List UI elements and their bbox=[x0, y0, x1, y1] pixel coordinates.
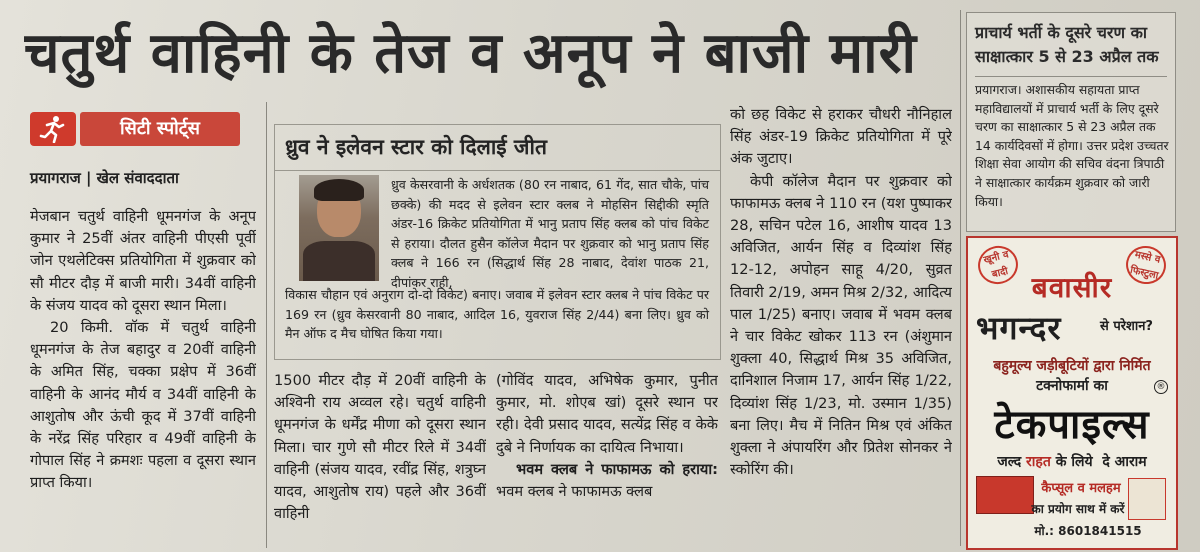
paragraph: भवम क्लब ने फाफामऊ क्लब bbox=[496, 483, 653, 501]
side-story-title: प्राचार्य भर्ती के दूसरे चरण का साक्षात्कार 5 से 23 अप्रैल तक bbox=[975, 23, 1159, 66]
ad-line-2: भगन्दर bbox=[976, 309, 1062, 347]
ad-line-5 bbox=[976, 452, 1168, 471]
ad-line-5d: दे आराम bbox=[1102, 454, 1147, 470]
ad-tag-right: मस्से व फिस्टुला bbox=[1122, 242, 1169, 287]
dhruv-story-box bbox=[274, 124, 721, 360]
section-badge-label: सिटी स्पोर्ट्स bbox=[80, 112, 240, 146]
ad-tag-left: खूनी व बादी bbox=[974, 242, 1022, 289]
story-column-3 bbox=[496, 370, 718, 546]
dhruv-story-tail: विकास चौहान एवं अनुराग दो-दो विकेट) बनाए। जवाब में इलेवन स्टार क्लब ने पांच विकेट पर 169 रन (ध्रुव केसरवानी 80 नाबाद, आदिल 16, युवराज सिंह 2/44) बना लिए। ध्रुव को मैन ऑफ द मैच घोषित किया गया। bbox=[285, 287, 709, 342]
paragraph: मेजबान चतुर्थ वाहिनी धूमनगंज के अनूप कुमार ने 25वीं अंतर वाहिनी पीएसी पूर्वी जोन एथलेटिक्स प्रतियोगिता में शुक्रवार को सौ मीटर दौड़ में बाजी मारी। 34वीं वाहिनी के संजय यादव को दूसरा स्थान मिला। bbox=[30, 208, 256, 314]
ad-line-2b: से परेशान? bbox=[1100, 319, 1153, 334]
registered-mark-icon: ® bbox=[1154, 380, 1168, 394]
story-column-2 bbox=[274, 370, 486, 546]
dhruv-story-body: ध्रुव केसरवानी के अर्धशतक (80 रन नाबाद, 61 गेंद, सात चौके, पांच छक्के) की मदद से इलेवन स्टार क्लब ने मोहसिन सिद्दीकी स्मृति अंडर-16 क्रिकेट प्रतियोगिता में भानु प्रताप सिंह क्लब को पांच विकेट से हराया। दौलत हुसैन कॉलेज मैदान पर शुक्रवार को भानु प्रताप सिंह क्लब ने 166 रन (सिद्धार्थ सिंह 28 नाबाद, देवांश पाठक 21, दीपांकर राही, bbox=[391, 177, 709, 290]
advertisement bbox=[966, 236, 1178, 550]
section-badge bbox=[30, 106, 260, 152]
column-divider bbox=[266, 102, 267, 548]
ad-line-5c: के लिये bbox=[1055, 454, 1093, 470]
side-story-body: प्रयागराज। अशासकीय सहायता प्राप्त महाविद्यालयों में प्राचार्य भर्ती के लिए दूसरे चरण का साक्षात्कार 5 से 23 अप्रैल तक 14 कार्यदिवसों में होगा। उत्तर प्रदेश उच्चतर शिक्षा सेवा आयोग की सचिव वंदना त्रिपाठी ने साक्षात्कार कार्यक्रम शुक्रवार को जारी किया। bbox=[975, 82, 1169, 209]
paragraph: (गोविंद यादव, अभिषेक कुमार, पुनीत कुमार, मो. शोएब खां) दूसरे स्थान पर रही। देवी प्रसाद यादव, सत्येंद्र सिंह व केके दुबे ने निर्णायक का दायित्व निभाया। bbox=[496, 372, 718, 456]
player-photo bbox=[299, 175, 379, 281]
ad-phone: मो.: 8601841515 bbox=[1034, 524, 1142, 538]
dhruv-story-title: ध्रुव ने इलेवन स्टार को दिलाई जीत bbox=[285, 135, 547, 159]
ad-brand: टेकपाइल्स bbox=[994, 402, 1150, 448]
ad-line-6: कैप्सूल व मलहम bbox=[1041, 481, 1121, 496]
ad-line-5a: जल्द bbox=[997, 454, 1022, 470]
side-story-box bbox=[966, 12, 1176, 232]
column-divider bbox=[960, 10, 961, 546]
story-column-1 bbox=[30, 206, 256, 546]
ad-line-4: टक्नोफार्मा का bbox=[1036, 378, 1108, 394]
paragraph: को छह विकेट से हराकर चौधरी नौनिहाल सिंह अंडर-19 क्रिकेट प्रतियोगिता में पूरे अंक जुटाए। bbox=[730, 106, 952, 168]
ad-line-5b: राहत bbox=[1026, 454, 1051, 470]
photo-shirt bbox=[303, 241, 375, 281]
divider bbox=[275, 170, 720, 171]
paragraph: केपी कॉलेज मैदान पर शुक्रवार को फाफामऊ क्लब ने 110 रन (यश पुष्पाकर 28, सचिन पटेल 16, आशीष यादव 13 अविजित, आर्यन सिंह व दिव्यांश सिंह 12-12, अपोहन साहू 4/20, सुव्रत तिवारी 2/19, अमन मिश्र 2/32, आदित्य पाल 1/25) बनाए। जवाब में भवम क्लब ने चार विकेट खोकर 113 रन (अंशुमान शुक्ला 40, सिद्धार्थ मिश्र 35 अविजित, दानिशाल निजाम 17, आर्यन सिंह 1/22, दिव्यांश सिंह 1/23, मो. उस्मान 1/35) बना लिए। मैच में नितिन मिश्र एवं अंकित शुक्ला ने अंपायरिंग और प्रितेश सोनकर ने स्कोरिंग की। bbox=[730, 172, 952, 479]
paragraph: 20 किमी. वॉक में चतुर्थ वाहिनी धूमनगंज के तेज बहादुर व 20वीं वाहिनी के अमित सिंह, चक्का प्रक्षेप में 36वीं वाहिनी के आनंद मौर्य व 34वीं वाहिनी के आशुतोष और ऊंची कूद में 37वीं वाहिनी के नरेंद्र सिंह परिहार व 49वीं वाहिनी के गोपाल सिंह ने क्रमशः पहला व दूसरा स्थान प्राप्त किया। bbox=[30, 319, 256, 492]
main-headline: चतुर्थ वाहिनी के तेज व अनूप ने बाजी मारी bbox=[24, 21, 918, 86]
ad-line-7: का प्रयोग साथ में करें bbox=[1031, 502, 1125, 516]
runner-icon bbox=[30, 112, 76, 146]
byline: प्रयागराज | खेल संवाददाता bbox=[30, 169, 179, 187]
story-column-4 bbox=[730, 104, 952, 546]
paragraph: 1500 मीटर दौड़ में 20वीं वाहिनी के अश्विनी राय अव्वल रहे। चतुर्थ वाहिनी धूमनगंज के धर्मेंद्र मीणा को दूसरा स्थान मिला। चार गुणे सौ मीटर रिले में 34वीं वाहिनी (संजय यादव, रवींद्र सिंह, शत्रुघ्न यादव, आशुतोष राय) पहले और 36वीं वाहिनी bbox=[274, 372, 486, 523]
ad-line-1: बवासीर bbox=[1031, 271, 1113, 304]
ad-line-3: बहुमूल्य जड़ीबूटियों द्वारा निर्मित bbox=[993, 358, 1151, 374]
subhead: भवम क्लब ने फाफामऊ को हराया: bbox=[516, 460, 718, 478]
divider bbox=[975, 76, 1167, 77]
photo-hair bbox=[314, 179, 364, 201]
